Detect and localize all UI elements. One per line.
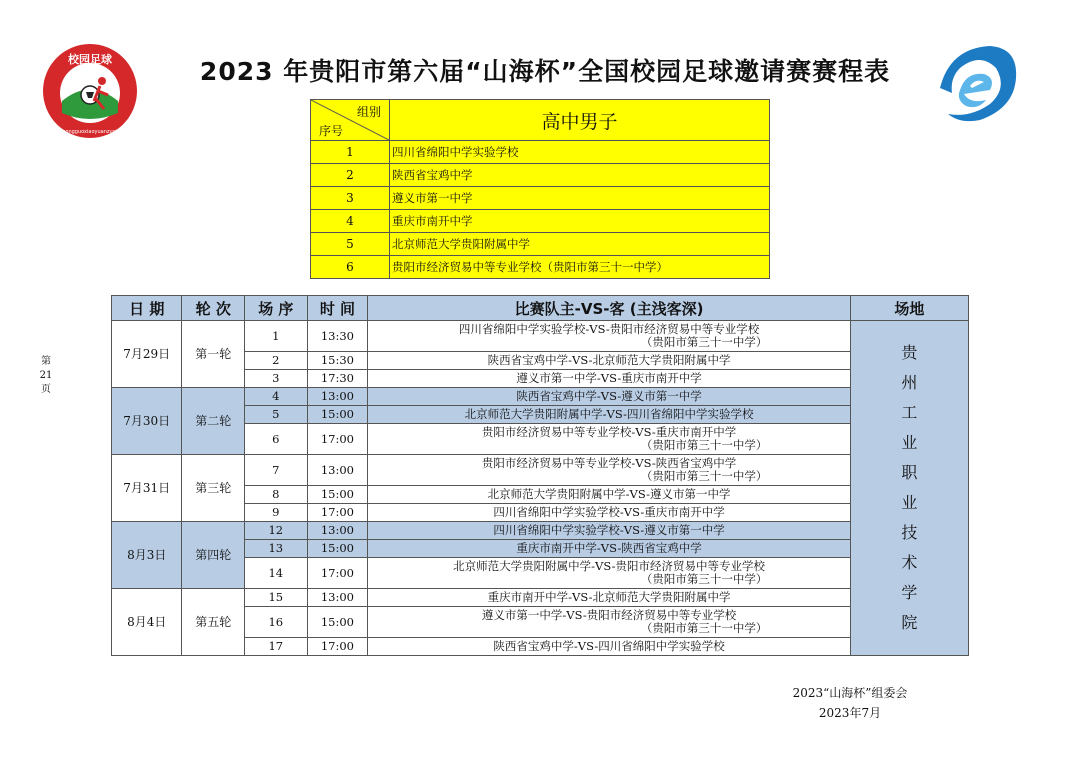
match-time: 17:00 — [307, 504, 368, 522]
team-name: 重庆市南开中学 — [390, 210, 770, 233]
match-teams — [368, 522, 851, 540]
match-number: 6 — [245, 424, 308, 455]
match-time: 13:30 — [307, 321, 368, 352]
match-time: 15:00 — [307, 607, 368, 638]
category-header: 高中男子 — [390, 100, 770, 141]
team-name: 贵阳市经济贸易中等专业学校（贵阳市第三十一中学） — [390, 256, 770, 279]
match-teams — [368, 558, 851, 589]
match-teams-line1: 四川省绵阳中学实验学校-VS-遵义市第一中学 — [493, 523, 725, 537]
teams-header-row — [311, 100, 770, 141]
venue-name: 贵州工业职业技术学院 — [901, 343, 918, 632]
match-no-header: 场 序 — [245, 296, 308, 321]
match-time: 17:30 — [307, 370, 368, 388]
team-row — [311, 164, 770, 187]
match-teams — [368, 455, 851, 486]
match-teams-line2: （贵阳市第三十一中学） — [640, 469, 768, 483]
match-teams-line1: 四川省绵阳中学实验学校-VS-重庆市南开中学 — [493, 505, 725, 519]
organizer-signature: 2023“山海杯”组委会 — [792, 686, 908, 700]
match-number: 4 — [245, 388, 308, 406]
match-teams — [368, 638, 851, 656]
match-number: 12 — [245, 522, 308, 540]
team-number: 1 — [311, 141, 390, 164]
match-number: 16 — [245, 607, 308, 638]
match-number: 7 — [245, 455, 308, 486]
match-row — [112, 321, 969, 352]
team-name: 陕西省宝鸡中学 — [390, 164, 770, 187]
match-header: 比赛队主-VS-客 (主浅客深) — [368, 296, 851, 321]
match-time: 15:00 — [307, 406, 368, 424]
date-header: 日 期 — [112, 296, 182, 321]
match-time: 15:00 — [307, 486, 368, 504]
match-time: 17:00 — [307, 638, 368, 656]
match-teams-line1: 北京师范大学贵阳附属中学-VS-四川省绵阳中学实验学校 — [464, 407, 754, 421]
match-teams-line1: 遵义市第一中学-VS-贵阳市经济贸易中等专业学校 — [481, 608, 737, 622]
match-teams-line1: 遵义市第一中学-VS-重庆市南开中学 — [516, 371, 702, 385]
match-time: 17:00 — [307, 558, 368, 589]
match-row — [112, 522, 969, 540]
match-row — [112, 388, 969, 406]
match-teams-line1: 贵阳市经济贸易中等专业学校-VS-重庆市南开中学 — [481, 425, 737, 439]
match-time: 13:00 — [307, 522, 368, 540]
e-swoosh-logo — [930, 38, 1022, 128]
svg-text:校园足球: 校园足球 — [68, 53, 112, 66]
team-name: 四川省绵阳中学实验学校 — [390, 141, 770, 164]
page-title: 2023 年贵阳市第六届“山海杯”全国校园足球邀请赛赛程表 — [199, 57, 891, 86]
footer-date: 2023年7月 — [818, 706, 882, 720]
match-teams-line1: 四川省绵阳中学实验学校-VS-贵阳市经济贸易中等专业学校 — [458, 322, 760, 336]
team-row — [311, 233, 770, 256]
match-teams-line2: （贵阳市第三十一中学） — [640, 438, 768, 452]
venue-header: 场地 — [850, 296, 968, 321]
match-teams — [368, 486, 851, 504]
match-round: 第三轮 — [182, 455, 245, 522]
match-teams — [368, 388, 851, 406]
match-number: 8 — [245, 486, 308, 504]
match-time: 15:00 — [307, 540, 368, 558]
match-date: 7月30日 — [112, 388, 182, 455]
schedule-table — [111, 295, 969, 656]
team-number: 4 — [311, 210, 390, 233]
page-number: 第21页 — [39, 356, 53, 395]
team-number: 3 — [311, 187, 390, 210]
match-row — [112, 589, 969, 607]
team-row — [311, 256, 770, 279]
match-round: 第四轮 — [182, 522, 245, 589]
campus-football-logo — [42, 43, 138, 139]
match-date: 8月4日 — [112, 589, 182, 656]
team-number: 5 — [311, 233, 390, 256]
match-teams — [368, 504, 851, 522]
team-row — [311, 141, 770, 164]
match-number: 14 — [245, 558, 308, 589]
match-teams — [368, 321, 851, 352]
match-number: 3 — [245, 370, 308, 388]
match-round: 第一轮 — [182, 321, 245, 388]
match-teams — [368, 607, 851, 638]
match-number: 9 — [245, 504, 308, 522]
match-row — [112, 455, 969, 486]
match-teams-line2: （贵阳市第三十一中学） — [640, 621, 768, 635]
match-date: 7月31日 — [112, 455, 182, 522]
match-teams-line1: 贵阳市经济贸易中等专业学校-VS-陕西省宝鸡中学 — [481, 456, 737, 470]
header-group-label: 组别 — [356, 105, 381, 119]
match-teams — [368, 352, 851, 370]
match-teams-line2: （贵阳市第三十一中学） — [640, 335, 768, 349]
match-number: 15 — [245, 589, 308, 607]
team-name: 遵义市第一中学 — [390, 187, 770, 210]
match-teams-line1: 陕西省宝鸡中学-VS-遵义市第一中学 — [516, 389, 702, 403]
team-row — [311, 210, 770, 233]
match-number: 13 — [245, 540, 308, 558]
team-name: 北京师范大学贵阳附属中学 — [390, 233, 770, 256]
match-number: 17 — [245, 638, 308, 656]
match-time: 15:30 — [307, 352, 368, 370]
match-time: 13:00 — [307, 455, 368, 486]
match-teams-line1: 重庆市南开中学-VS-北京师范大学贵阳附属中学 — [487, 590, 731, 604]
schedule-header-row — [112, 296, 969, 321]
team-number: 2 — [311, 164, 390, 187]
diagonal-header-cell — [311, 100, 390, 141]
match-number: 1 — [245, 321, 308, 352]
round-header: 轮 次 — [182, 296, 245, 321]
time-header: 时 间 — [307, 296, 368, 321]
match-teams-line1: 北京师范大学贵阳附属中学-VS-遵义市第一中学 — [487, 487, 731, 501]
match-time: 17:00 — [307, 424, 368, 455]
match-teams — [368, 370, 851, 388]
match-number: 2 — [245, 352, 308, 370]
match-date: 8月3日 — [112, 522, 182, 589]
match-teams — [368, 406, 851, 424]
team-number: 6 — [311, 256, 390, 279]
match-teams-line1: 陕西省宝鸡中学-VS-四川省绵阳中学实验学校 — [493, 639, 725, 653]
match-teams — [368, 589, 851, 607]
team-row — [311, 187, 770, 210]
match-teams-line2: （贵阳市第三十一中学） — [640, 572, 768, 586]
teams-table — [310, 99, 770, 279]
match-teams-line1: 陕西省宝鸡中学-VS-北京师范大学贵阳附属中学 — [487, 353, 731, 367]
match-round: 第二轮 — [182, 388, 245, 455]
match-date: 7月29日 — [112, 321, 182, 388]
svg-text:zhongguoxiaoyuanzuqiu: zhongguoxiaoyuanzuqiu — [59, 129, 121, 135]
match-time: 13:00 — [307, 589, 368, 607]
match-teams — [368, 540, 851, 558]
match-teams — [368, 424, 851, 455]
match-number: 5 — [245, 406, 308, 424]
match-time: 13:00 — [307, 388, 368, 406]
header-number-label: 序号 — [319, 124, 344, 138]
venue-cell — [850, 321, 968, 656]
match-teams-line1: 北京师范大学贵阳附属中学-VS-贵阳市经济贸易中等专业学校 — [453, 559, 766, 573]
match-round: 第五轮 — [182, 589, 245, 656]
match-teams-line1: 重庆市南开中学-VS-陕西省宝鸡中学 — [516, 541, 702, 555]
